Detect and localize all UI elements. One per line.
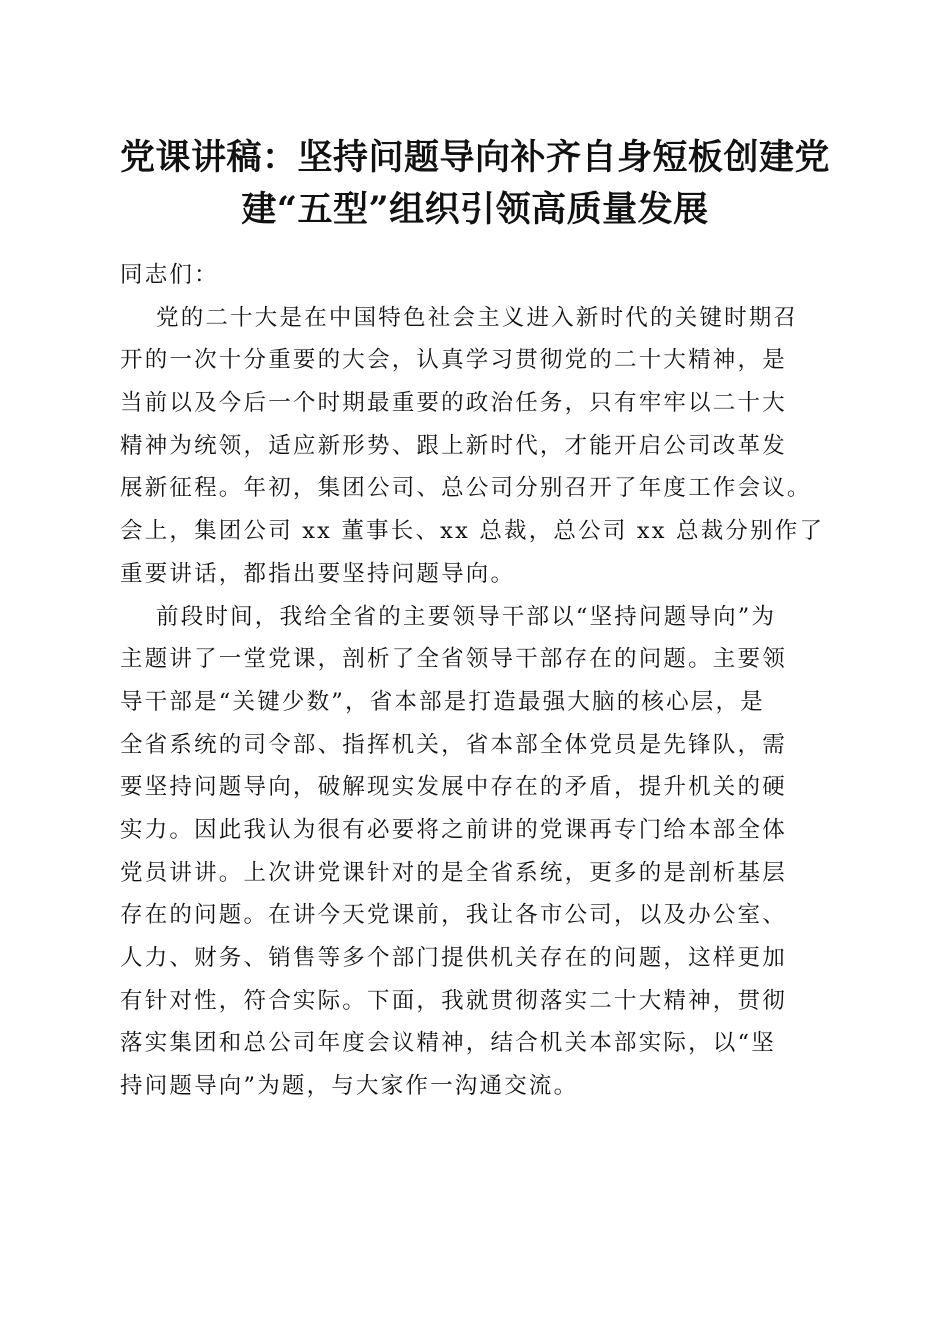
text-line: 前段时间，我给全省的主要领导干部以“坚持问题导向”为 xyxy=(156,603,777,630)
text-line: 全省系统的司令部、指挥机关，省本部全体党员是先锋队，需 xyxy=(120,731,787,758)
paragraph-1 xyxy=(120,297,830,596)
text-line: 存在的问题。在讲今天党课前，我让各市公司，以及办公室、 xyxy=(120,902,787,929)
salutation: 同志们： xyxy=(120,262,219,288)
text-line: 重要讲话，都指出要坚持问题导向。 xyxy=(120,560,516,587)
text-line: 要坚持问题导向，破解现实发展中存在的矛盾，提升机关的硬 xyxy=(120,774,787,801)
text-line: 有针对性，符合实际。下面，我就贯彻落实二十大精神，贯彻 xyxy=(120,987,787,1014)
title-line: 建“五型”组织引领高质量发展 xyxy=(241,189,709,230)
text-line: 落实集团和总公司年度会议精神，结合机关本部实际，以“坚 xyxy=(120,1030,776,1057)
title-line: 党课讲稿：坚持问题导向补齐自身短板创建党 xyxy=(119,137,830,178)
text-line: 开的一次十分重要的大会，认真学习贯彻党的二十大精神，是 xyxy=(120,347,787,374)
text-line: 持问题导向”为题，与大家作一沟通交流。 xyxy=(120,1073,579,1100)
document-body xyxy=(120,254,830,1108)
text-line: 主题讲了一堂党课，剖析了全省领导干部存在的问题。主要领 xyxy=(120,646,787,673)
text-line: 党的二十大是在中国特色社会主义进入新时代的关键时期召 xyxy=(156,304,799,331)
text-line: 会上，集团公司 xx 董事长、xx 总裁，总公司 xx 总裁分别作了 xyxy=(120,518,825,545)
text-line: 人力、财务、销售等多个部门提供机关存在的问题，这样更加 xyxy=(120,945,787,971)
document-title xyxy=(100,132,850,236)
text-line: 展新征程。年初，集团公司、总公司分别召开了年度工作会议。 xyxy=(120,475,812,502)
text-line: 导干部是“关键少数”，省本部是打造最强大脑的核心层，是 xyxy=(120,688,765,715)
text-line: 精神为统领，适应新形势、跟上新时代，才能开启公司改革发 xyxy=(120,432,787,459)
text-line: 实力。因此我认为很有必要将之前讲的党课再专门给本部全体 xyxy=(120,816,787,843)
text-line: 当前以及今后一个时期最重要的政治任务，只有牢牢以二十大 xyxy=(120,390,787,417)
text-line: 党员讲讲。上次讲党课针对的是全省系统，更多的是剖析基层 xyxy=(120,859,787,886)
paragraph-2 xyxy=(120,596,830,1108)
